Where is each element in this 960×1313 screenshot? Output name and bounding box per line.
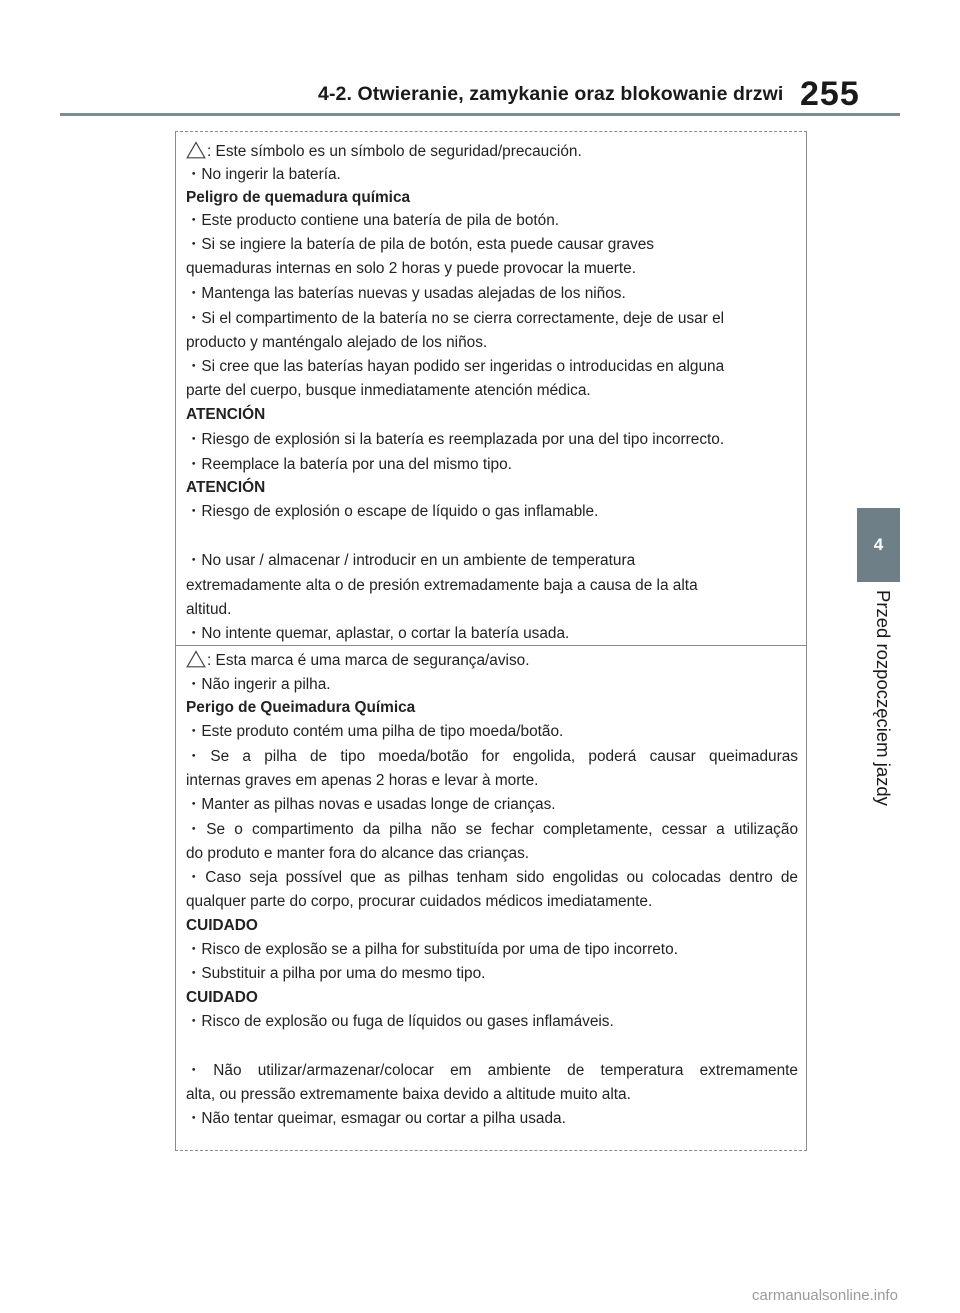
portuguese-line: ・Caso seja possível que as pilhas tenham sido engolidas ou colocadas dentro de <box>186 869 798 886</box>
portuguese-line: ・Manter as pilhas novas e usadas longe de crianças. <box>186 796 556 813</box>
portuguese-line: alta, ou pressão extremamente baixa devido a altitude muito alta. <box>186 1086 631 1103</box>
chapter-label: Przed rozpoczęciem jazdy <box>873 590 894 806</box>
portuguese-line: internas graves em apenas 2 horas e levar à morte. <box>186 772 539 789</box>
spanish-line: ・No intente quemar, aplastar, o cortar la batería usada. <box>186 625 570 642</box>
chapter-number: 4 <box>873 535 884 554</box>
spanish-line: ・Mantenga las baterías nuevas y usadas alejadas de los niños. <box>186 285 626 302</box>
warning-triangle-icon <box>186 650 206 674</box>
spanish-symbol-note: : Este símbolo es un símbolo de seguridad/precaución. <box>207 143 582 160</box>
spanish-heading: ATENCIÓN <box>186 479 266 496</box>
portuguese-line: ・Não utilizar/armazenar/colocar em ambiente de temperatura extremamente <box>186 1062 798 1079</box>
portuguese-heading: CUIDADO <box>186 917 258 934</box>
portuguese-line: ・Não ingerir a pilha. <box>186 676 331 693</box>
spanish-line: ・Este producto contiene una batería de pila de botón. <box>186 212 560 229</box>
portuguese-heading: CUIDADO <box>186 989 258 1006</box>
spanish-symbol-line <box>186 141 582 165</box>
spanish-line: ・Reemplace la batería por una del mismo tipo. <box>186 456 512 473</box>
spanish-heading: Peligro de quemadura química <box>186 189 411 206</box>
portuguese-line: ・Se o compartimento da pilha não se fechar completamente, cessar a utilização <box>186 821 798 838</box>
spanish-line: ・Si el compartimento de la batería no se cierra correctamente, deje de usar el <box>186 310 725 327</box>
warning-triangle-icon <box>186 141 206 165</box>
portuguese-line: ・Se a pilha de tipo moeda/botão for engolida, poderá causar queimaduras <box>186 748 798 765</box>
portuguese-symbol-note: : Esta marca é uma marca de segurança/aviso. <box>207 652 530 669</box>
spanish-line: ・Riesgo de explosión si la batería es reemplazada por una del tipo incorrecto. <box>186 431 725 448</box>
spanish-line: altitud. <box>186 601 232 618</box>
spanish-line: parte del cuerpo, busque inmediatamente atención médica. <box>186 382 591 399</box>
portuguese-line: qualquer parte do corpo, procurar cuidados médicos imediatamente. <box>186 893 653 910</box>
spanish-line: ・Riesgo de explosión o escape de líquido o gas inflamable. <box>186 503 599 520</box>
spanish-line: ・No usar / almacenar / introducir en un ambiente de temperatura <box>186 552 636 569</box>
spanish-line: extremadamente alta o de presión extremadamente baja a causa de la alta <box>186 577 698 594</box>
portuguese-line: ・Risco de explosão se a pilha for substituída por uma de tipo incorreto. <box>186 941 678 958</box>
spanish-line: producto y manténgalo alejado de los niños. <box>186 334 488 351</box>
spanish-heading: ATENCIÓN <box>186 406 266 423</box>
spanish-line: quemaduras internas en solo 2 horas y puede provocar la muerte. <box>186 260 637 277</box>
watermark-text: carmanualsonline.info <box>752 1287 898 1304</box>
page-number: 255 <box>800 75 860 113</box>
spanish-line: ・Si se ingiere la batería de pila de botón, esta puede causar graves <box>186 236 655 253</box>
portuguese-line: ・Não tentar queimar, esmagar ou cortar a pilha usada. <box>186 1110 566 1127</box>
portuguese-heading: Perigo de Queimadura Química <box>186 699 416 716</box>
page-header-title: 4-2. Otwieranie, zamykanie oraz blokowanie drzwi <box>318 83 784 105</box>
portuguese-line: ・Risco de explosão ou fuga de líquidos ou gases inflamáveis. <box>186 1013 614 1030</box>
spanish-line: ・Si cree que las baterías hayan podido ser ingeridas o introducidas en alguna <box>186 358 725 375</box>
chapter-tab <box>857 508 900 582</box>
portuguese-line: ・Este produto contém uma pilha de tipo moeda/botão. <box>186 723 564 740</box>
spanish-line: ・No ingerir la batería. <box>186 166 341 183</box>
portuguese-line: do produto e manter fora do alcance das crianças. <box>186 845 530 862</box>
header-divider <box>60 113 900 116</box>
portuguese-line: ・Substituir a pilha por uma do mesmo tipo. <box>186 965 486 982</box>
portuguese-symbol-line <box>186 650 530 674</box>
